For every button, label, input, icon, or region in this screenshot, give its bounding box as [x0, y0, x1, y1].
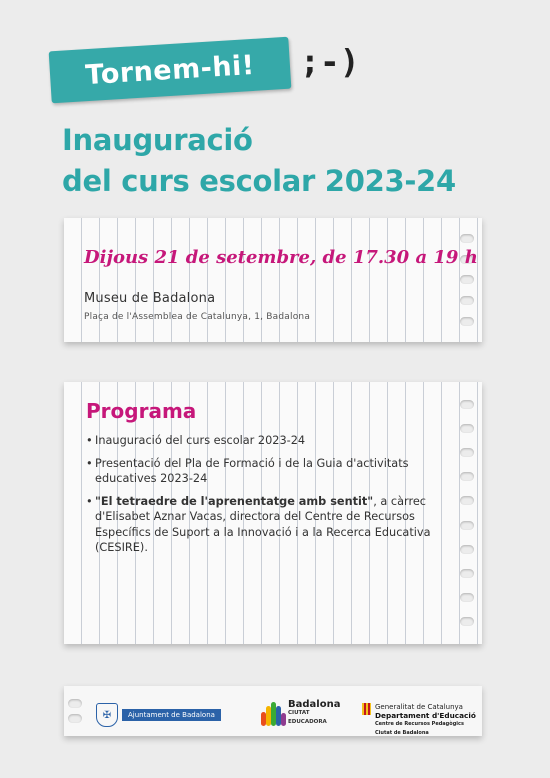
program-item: • Presentació del Pla de Formació i de la Guia d'activitats educatives 2023-24	[86, 456, 471, 487]
binding-holes	[460, 228, 476, 332]
badalona-name: Badalona	[288, 698, 341, 710]
event-venue: Museu de Badalona	[84, 291, 216, 306]
title-line-1: Inauguració	[62, 123, 253, 157]
program-title: Programa	[86, 399, 197, 423]
page-title	[62, 120, 456, 202]
generalitat-line-2: Departament d'Educació	[375, 710, 476, 720]
program-list	[86, 433, 471, 563]
generalitat-line-3: Centre de Recursos Pedagògics	[375, 721, 464, 727]
event-date: Dijous 21 de setembre, de 17.30 a 19 h	[84, 247, 478, 268]
generalitat-line-4: Ciutat de Badalona	[375, 729, 429, 736]
title-line-2: del curs escolar 2023-24	[62, 164, 456, 198]
generalitat-line-1: Generalitat de Catalunya	[375, 703, 463, 711]
colorful-hand-icon	[260, 698, 284, 728]
event-info-card	[64, 218, 482, 342]
ajuntament-label: Ajuntament de Badalona	[122, 709, 221, 721]
tornem-hi-tag	[49, 37, 292, 104]
badalona-ciutat-educadora-logo	[260, 698, 340, 728]
generalitat-logo	[362, 703, 476, 737]
program-item: • Inauguració del curs escolar 2023-24	[86, 433, 471, 449]
city-shield-icon: ✠	[96, 703, 118, 727]
tag-text: Tornem-hi!	[84, 49, 256, 91]
binding-holes	[68, 696, 84, 726]
ajuntament-logo	[96, 703, 221, 727]
smiley-emoticon: ;-)	[300, 42, 360, 81]
badalona-sub-2: EDUCADORA	[288, 718, 327, 725]
event-address: Plaça de l'Assemblea de Catalunya, 1, Badalona	[84, 312, 311, 322]
program-item: • "El tetraedre de l'aprenentatge amb sentit", a càrrec d'Elisabet Aznar Vacas, directora del Centre de Recursos Específics de Suport a la Innovació i a la Recerca Educativa (CESIRE).	[86, 494, 471, 556]
senyera-icon	[362, 703, 371, 715]
badalona-sub-1: CIUTAT	[288, 709, 310, 716]
